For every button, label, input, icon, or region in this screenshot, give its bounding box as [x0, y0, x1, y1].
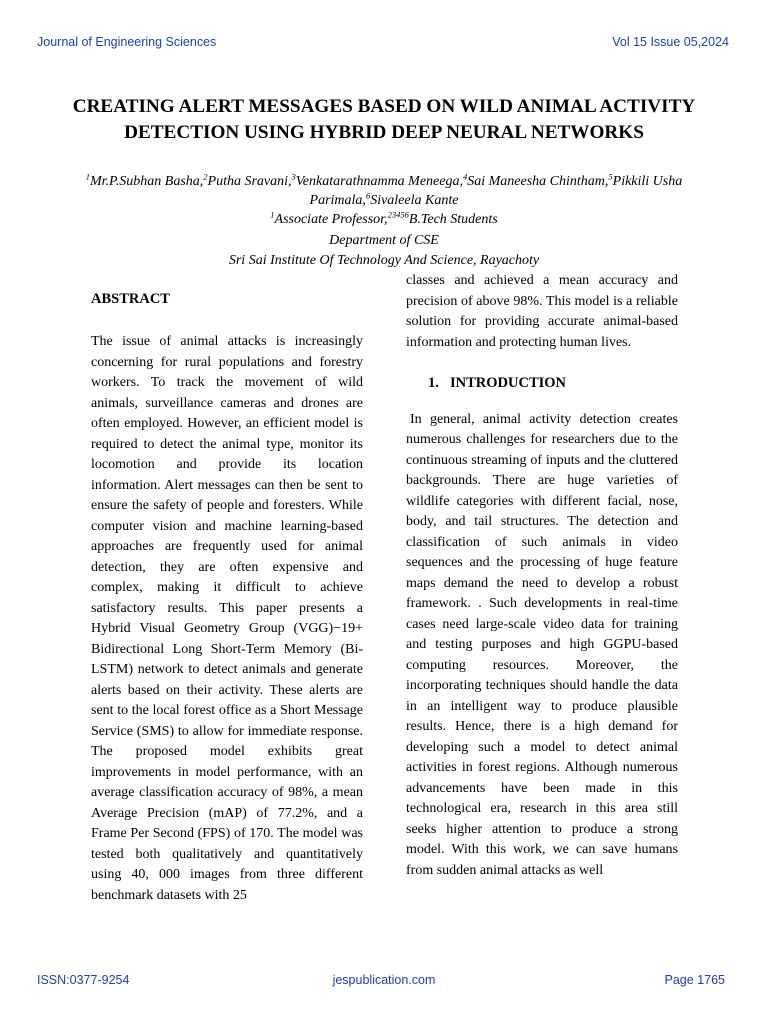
introduction-heading [428, 373, 678, 394]
role-superscript: 23456 [387, 209, 409, 220]
publisher-site: jespublication.com [332, 973, 436, 987]
author-name: Venkatarathnamma Meneega, [295, 174, 463, 189]
author-superscript: 5 [608, 171, 613, 182]
author-list [40, 172, 728, 229]
section-number: 1. [428, 375, 439, 391]
paper-title: CREATING ALERT MESSAGES BASED ON WILD ANIMAL ACTIVITY DETECTION USING HYBRID DEEP NEURAL NETWORKS [72, 96, 696, 143]
volume-issue: Vol 15 Issue 05,2024 [612, 35, 729, 49]
department: Department of CSE [329, 233, 439, 248]
page-number: Page 1765 [664, 973, 725, 987]
author-superscript: 3 [291, 171, 296, 182]
author-superscript: 2 [203, 171, 208, 182]
author-line [40, 172, 728, 210]
author-name: Pikkili Usha Parimala, [309, 174, 683, 208]
author-superscript: 1 [85, 171, 90, 182]
role-superscript: 1 [270, 209, 275, 220]
author-name: Mr.P.Subhan Basha, [89, 174, 204, 189]
abstract-text: The issue of animal attacks is increasingly concerning for rural populations and forestry workers. To track the movement of wild animals, surveillance cameras and drones are often employed. However, an efficient model is required to detect the animal type, monitor its locomotion and provide its location information. Alert messages can then be sent to ensure the safety of people and foresters. While computer vision and machine learning-based approaches are frequently used for animal detection, they are often expensive and complex, making it difficult to achieve satisfactory results. This paper presents a Hybrid Visual Geometry Group (VGG)−19+ Bidirectional Long Short-Term Memory (Bi-LSTM) network to detect animals and generate alerts based on their activity. These alerts are sent to the local forest office as a Short Message Service (SMS) to allow for immediate response. The proposed model exhibits great improvements in model performance, with an average classification accuracy of 98%, a mean Average Precision (mAP) of 77.2%, and a Frame Per Second (FPS) of 170. The model was tested both qualitatively and quantitatively using 40, 000 images from three different benchmark datasets with 25 [91, 334, 363, 903]
section-title: INTRODUCTION [450, 375, 567, 391]
author-name: Sivaleela Kante [370, 193, 459, 208]
author-superscript: 6 [365, 190, 371, 201]
right-column [406, 271, 678, 881]
left-column [91, 332, 363, 906]
author-name: Sai Maneesha Chintham, [467, 174, 609, 189]
abstract-continuation: classes and achieved a mean accuracy and precision of above 98%. This model is a reliable solution for providing accurate animal-based information and protecting human lives. [406, 273, 678, 350]
issn: ISSN:0377-9254 [37, 973, 130, 987]
introduction-text: In general, animal activity detection creates numerous challenges for researchers due to the continuous streaming of inputs and the cluttered backgrounds. There are huge varieties of wildlife categories with different facial, nose, body, and tail structures. The detection and classification of such animals in video sequences and the processing of huge feature maps demand the need to develop a robust framework. . Such developments in real-time cases need large-scale video data for training and testing purposes and high GGPU-based computing resources. Moreover, the incorporating techniques should handle the data in an intelligent way to produce plausible results. Hence, there is a high demand for developing such a model to detect animal activities in forest regions. Although numerous advancements have been made in this technological era, research in this area still seeks higher attention to produce a strong model. With this work, we can save humans from sudden animal attacks as well [406, 411, 678, 878]
role-label: B.Tech Students [408, 212, 498, 227]
institute: Sri Sai Institute Of Technology And Science, Rayachoty [228, 253, 540, 268]
author-superscript: 4 [462, 171, 468, 182]
author-name: Putha Sravani, [207, 174, 292, 189]
author-roles [40, 210, 728, 229]
journal-name: Journal of Engineering Sciences [37, 35, 217, 49]
role-label: Associate Professor, [274, 212, 388, 227]
abstract-heading: ABSTRACT [91, 291, 170, 307]
